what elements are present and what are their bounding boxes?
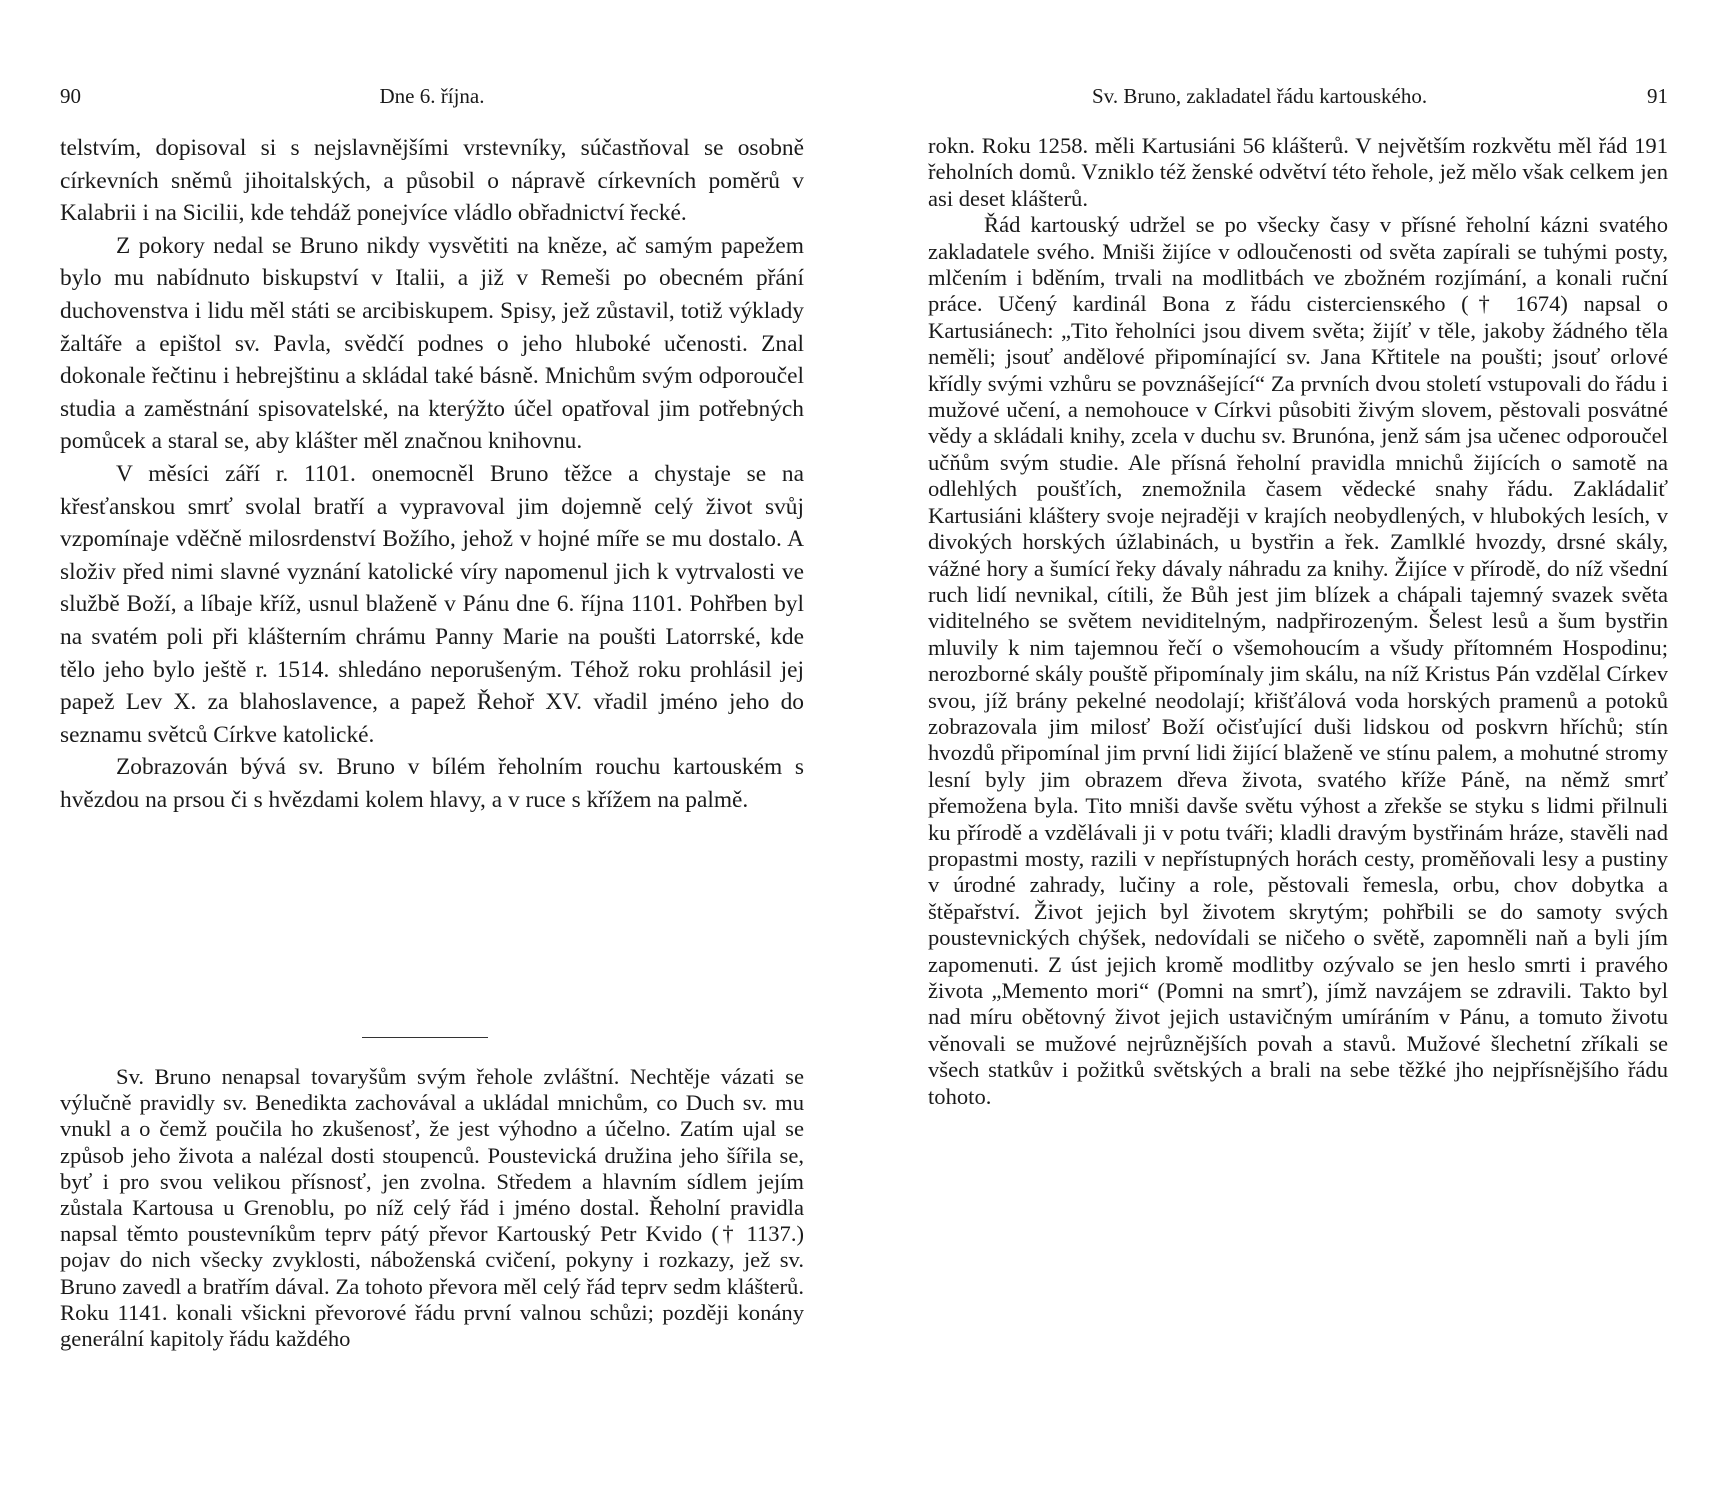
paragraph: Sv. Bruno nenapsal tovaryšům svým řehole zvláštní. Nechtěje vázati se výlučně pravidly sv. Benedikta zachovával a ukládal mnichům, co Duch sv. mu vnukl a o čemž poučila ho zkušenosť, že jest výhodno a účelno. Zatím ujal se způsob jeho života a nalézal dosti stoupenců. Poustevická družina jeho šířila se, byť i pro svou velikou přísnosť, jen zvolna. Středem a hlavním sídlem jejím zůstala Kartousa u Grenoblu, po níž celý řád i jméno dostal. Řeholní pravidla napsal těmto poustevníkům teprv pátý převor Kartouský Petr Kvido († 1137.) pojav do nich všecky zvyklosti, náboženská cvičení, pokyny i rozkazy, jež sv. Bruno zavedl a bratřím dával. Za tohoto převora měl celý řád teprv sedm klášterů. Roku 1141. konali všickni převorové řádu první valnou schůzi; později konány generální kapitoly řádu každého — [60, 1064, 804, 1352]
right-page-body — [928, 133, 1668, 1110]
paragraph: Řád kartouský udržel se po všecky časy v přísné řeholní kázni svatého zakladatele svého. Mniši žijíce v odloučenosti od světa zapírali se tuhými posty, mlčením i bděním, trvali na modlitbách ve zbožném rozjímání, a konali ruční práce. Učený kardinál Bona z řádu cisterciensкého († 1674) napsal o Kartusiánech: „Tito řeholníci jsou divem světa; žijíť v těle, jakoby žádného těla neměli; jsouť andělové připomínající sv. Jana Křtitele na poušti; jsouť orlové křídly svými vzhůru se povznášející“ Za prvních dvou století vstupovali do řádu i mužové učení, a nemohouce v Církvi působiti živým slovem, pěstovali posvátné vědy a skládali knihy, zcela v duchu sv. Brunóna, jenž sám jsa učenec odporoučel učňům svým studie. Ale přísná řeholní pravidla mnichů žijících o samotě na odlehlých poušťích, znemožnila časem vědecké snahy řádu. Zakládaliť Kartusiáni kláštery svoje nejraději v krajích neobydlených, v hlubokých lesích, v divokých horských úžlabinách, u bystřin a řek. Zamlklé hvozdy, drsné skály, vážné hory a šumící řeky dávaly náhradu za knihy. Žijíce v přírodě, do níž všední ruch lidí nevnikal, cítili, že Bůh jest jim blízek a chápali tajemný svazek světa viditelného se světem neviditelným, nadpřirozeným. Šelest lesů a šum bystřin mluvily k nim tajemnou řečí o všemohoucím a všudy přítomném Hospodinu; nerozborné skály pouště připomínaly jim skálu, na níž Kristus Pán vzdělal Církev svou, jíž brány pekelné neodolají; křišťálová voda horských pramenů a potoků zobrazovala jim milosť Boží očisťující duši lidskou od poskvrn hříchů; stín hvozdů připomínal jim první lidi žijící blaženě ve stínu palem, a mohutné stromy lesní byly jim obrazem dřeva života, svatého kříže Páně, na němž smrť přemožena byla. Tito mniši davše světu výhost a zřekše se styku s lidmi přilnuli ku přírodě a vzdělávali ji v potu tváři; kladli dravým bystřinám hráze, stavěli nad propastmi mosty, razili v nepřístupných horách cesty, proměňovali lesy a pustiny v úrodné zahrady, lučiny a role, pěstovali řemesla, orbu, chov dobytka a štěpařství. Život jejich byl životem skrytým; pohřbili se do samoty svých poustevnických chýšek, nedovídali se ničeho o světě, zapomněli naň a byli jím zapomenuti. Z úst jejich kromě modlitby ozývalo se jen heslo smrti i pravého života „Memento mori“ (Pomni na smrť), jímž navzájem se zdravili. Takto byl nad míru obětovný život jejich ustavičným umíráním v Pánu, a tomuto životu věnovali se mužové nejrůznějších povah a stavů. Mužové šlechetní zříkali se všech statkův i požitků světských a brali na sebe těžké jho nejpřísnějšího řádu tohoto. — [928, 212, 1668, 1109]
paragraph: Zobrazován bývá sv. Bruno v bílém řeholním rouchu kartouském s hvězdou na prsou či s hvězdami kolem hlavy, a v ruce s křížem na palmě. — [60, 754, 804, 813]
paragraph: telstvím, dopisoval si s nejslavnějšími vrstevníky, súčastňoval se osobně církevních sněmů jihoitalských, a působil o nápravě církevních poměrů v Kalabrii i na Sicilii, kde tehdáž ponejvíce vládlo obřadnictví řecké. — [60, 135, 804, 227]
left-page — [60, 0, 804, 1500]
right-page — [928, 0, 1668, 1500]
page-number: 91 — [1647, 84, 1668, 108]
running-head-title: Sv. Bruno, zakladatel řádu kartouského. — [1092, 84, 1428, 108]
left-running-head — [60, 84, 804, 116]
paragraph: Z pokory nedal se Bruno nikdy vysvětiti na kněze, ač samým papežem bylo mu nabídnuto biskupství v Italii, a již v Remeši po obecném přání duchovenstva i lidu měl státi se arcibiskupem. Spisy, jež zůstavil, totiž výklady žaltáře a epištol sv. Pavla, svědčí podnes o jeho hluboké učenosti. Znal dokonale řečtinu i hebrejštinu a skládal také básně. Mnichům svým odporoučel studia a zaměstnání spisovatelské, na kterýžto účel opatřoval jim potřebných pomůcek a staral se, aby klášter měl značnou knihovnu. — [60, 232, 804, 455]
right-running-head — [928, 84, 1668, 116]
page-number: 90 — [60, 84, 81, 108]
section-separator — [362, 1037, 488, 1038]
paragraph: V měsíci září r. 1101. onemocněl Bruno těžce a chystaje se na křesťanskou smrť svolal bratří a vypravoval jim dojemně celý život svůj vzpomínaje vděčně milosrdenství Božího, jehož v hojné míře se mu dostalo. A složiv před nimi slavné vyznání katolické víry napomenul jich k vytrvalosti ve službě Boží, a líbaje kříž, usnul blaženě v Pánu dne 6. října 1101. Pohřben byl na svatém poli při klášterním chrámu Panny Marie na poušti Latorrské, kde tělo jeho bylo ještě r. 1514. shledáno neporušeným. Téhož roku prohlásil jej papež Lev X. za blahoslavence, a papež Řehoř XV. vřadil jméno jeho do seznamu světců Církve katolické. — [60, 460, 804, 748]
paragraph: rokn. Roku 1258. měli Kartusiáni 56 klášterů. V největším rozkvětu měl řád 191 řeholních domů. Vzniklo též ženské odvětví této řehole, jež mělo však celkem jen asi deset klášterů. — [928, 133, 1668, 211]
left-page-body — [60, 132, 804, 816]
running-head-title: Dne 6. října. — [379, 84, 485, 108]
left-page-second-section — [60, 1064, 804, 1352]
